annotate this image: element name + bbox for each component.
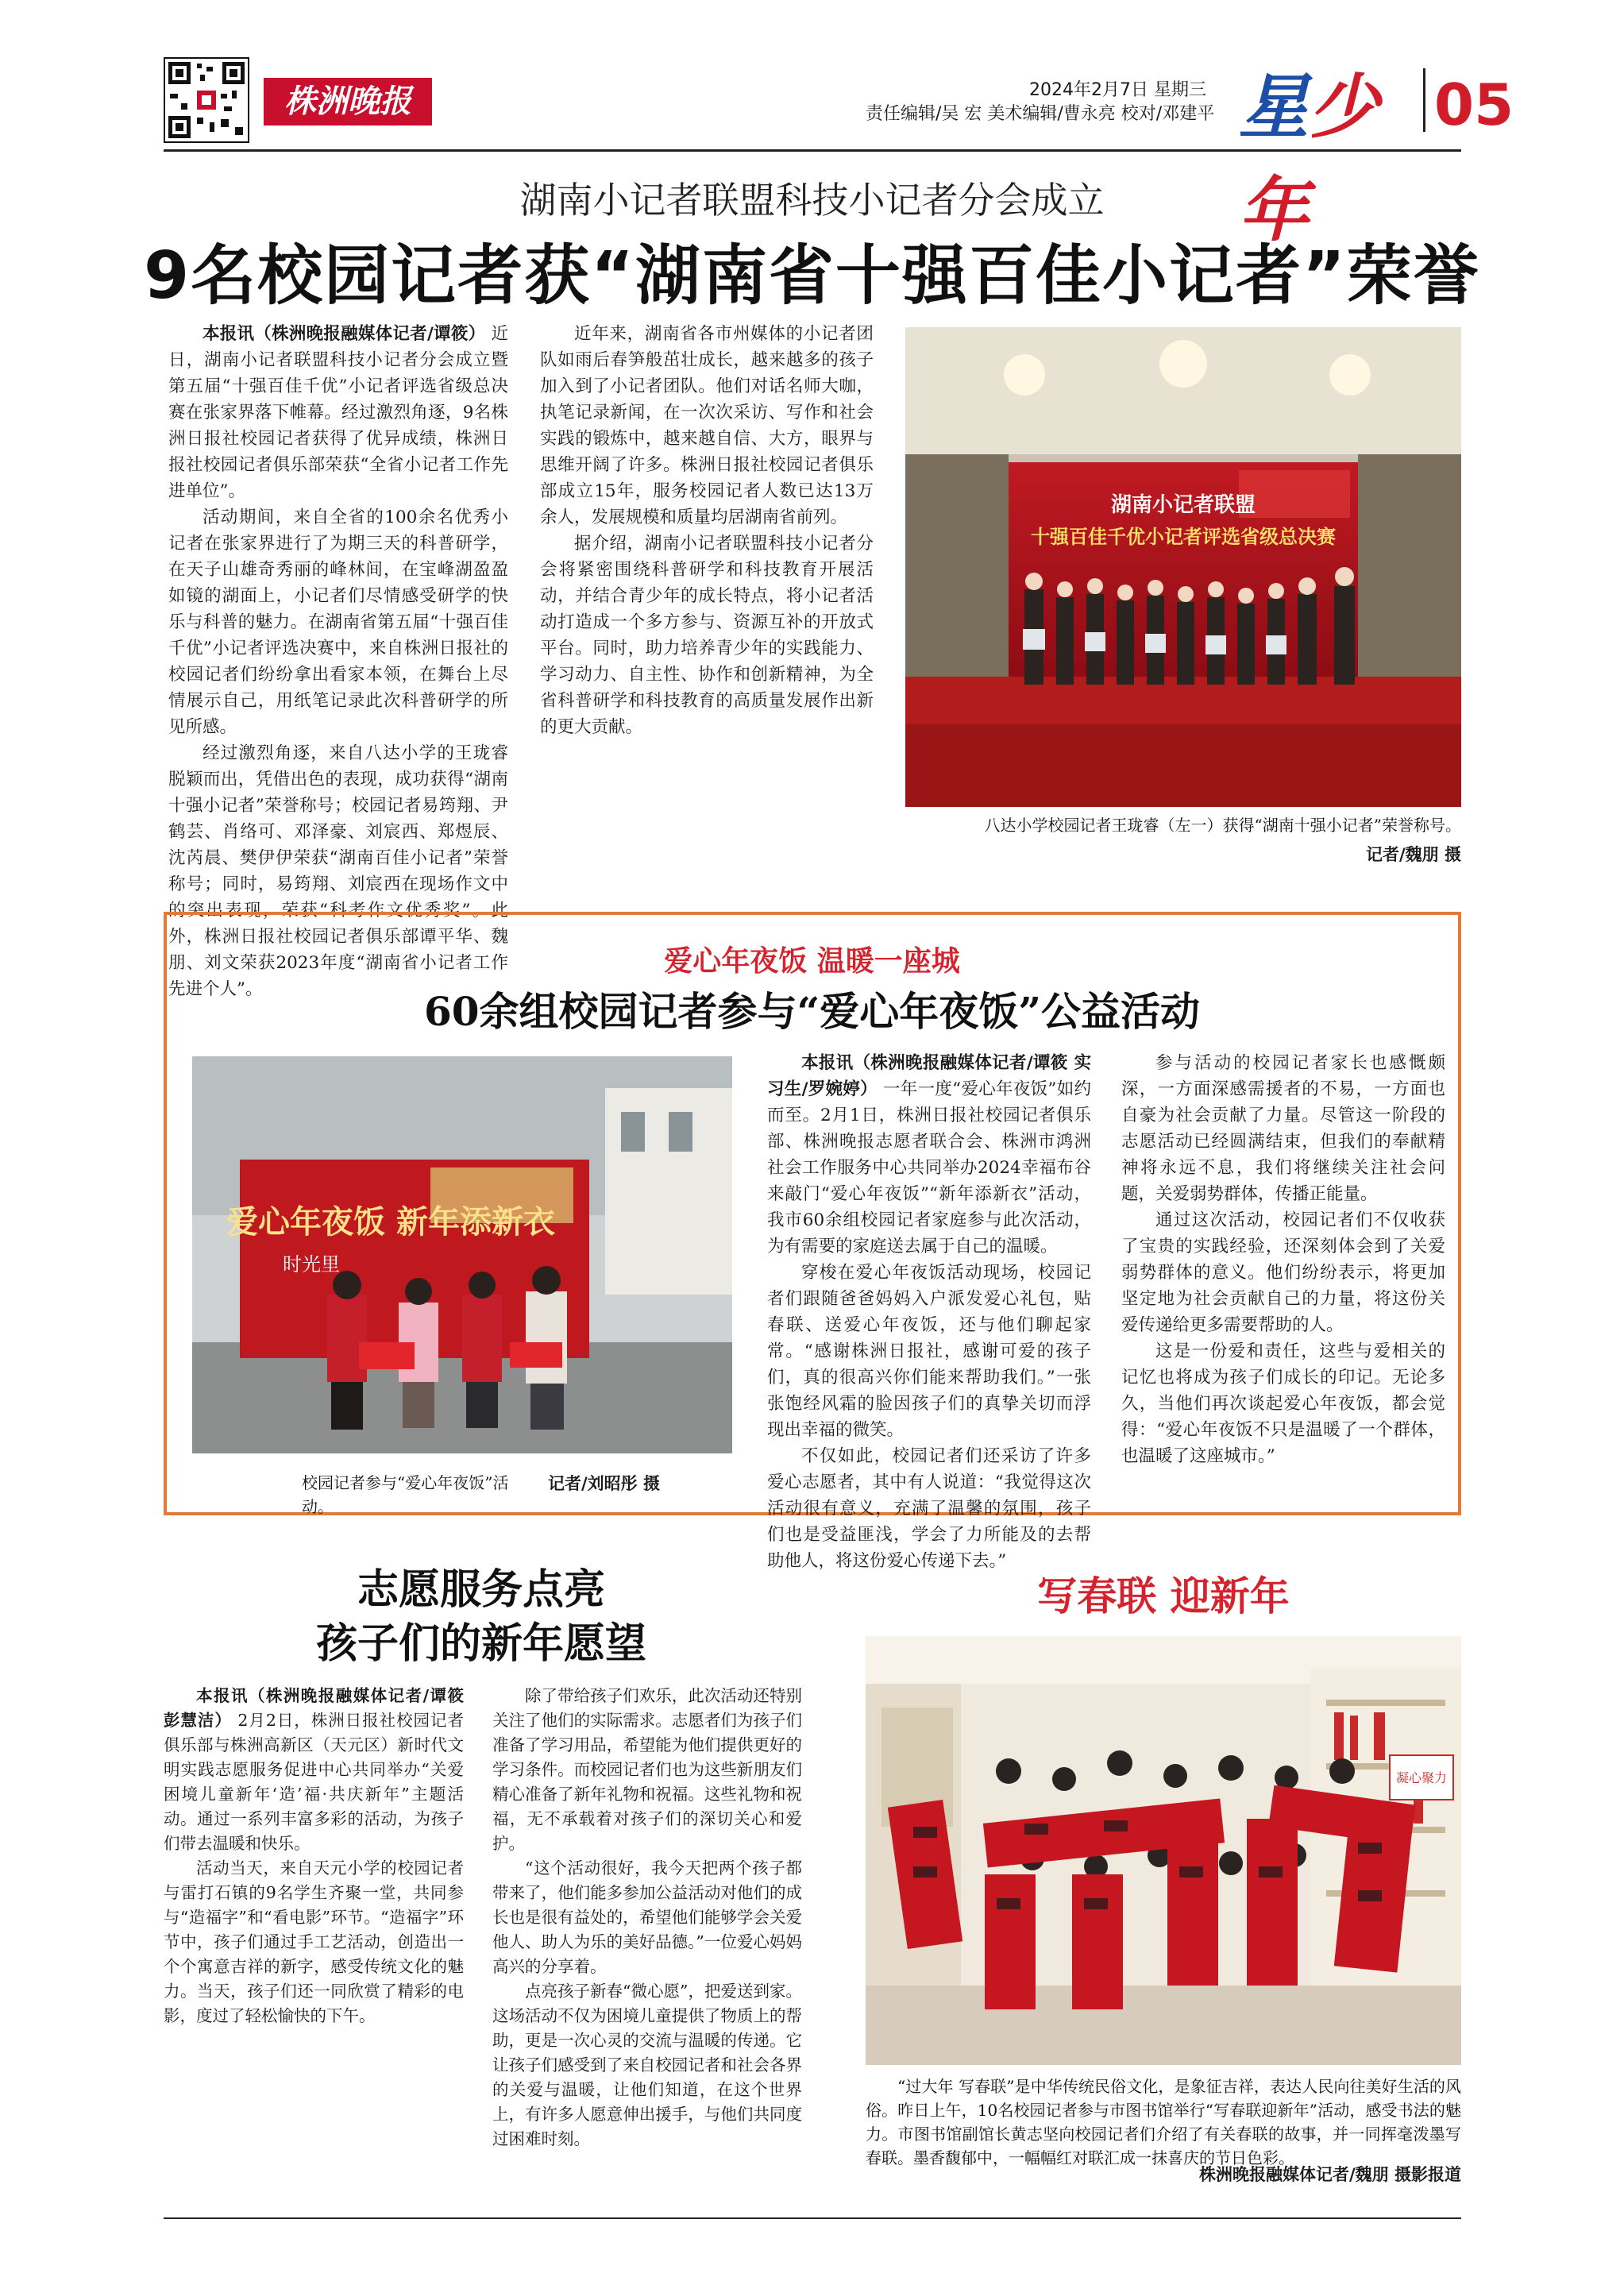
story1-column-1 xyxy=(168,321,508,999)
award-stage-photo-icon xyxy=(905,327,1461,807)
story3-headline-line2: 孩子们的新年愿望 xyxy=(315,1619,646,1668)
page-number: 05 xyxy=(1434,71,1514,138)
section-logo xyxy=(1239,56,1414,251)
story1-photo[interactable] xyxy=(905,327,1461,807)
section-logo-suffix: 少年 xyxy=(1239,66,1379,251)
photo-board-text: 爱心年夜饭 新年添新衣 xyxy=(226,1204,555,1241)
story2-column-1 xyxy=(767,1050,1091,1571)
story2-paragraph-2: 穿梭在爱心年夜饭活动现场，校园记者们跟随爸爸妈妈入户派发爱心礼包，贴春联、送爱心年夜饭，还与他们聊起家常。“感谢株洲日报社，感谢可爱的孩子们，真的很高兴你们能来帮助我们。”一张张饱经风霜的脸因孩子们的真挚关切而浮现出幸福的微笑。 xyxy=(767,1263,1091,1440)
couplet-writing-photo-icon xyxy=(866,1636,1461,2065)
story2-photo[interactable] xyxy=(192,1056,732,1453)
story1-photo-caption: 八达小学校园记者王珑睿（左一）获得“湖南十强小记者”荣誉称号。 xyxy=(984,816,1461,835)
header-rule xyxy=(164,149,1461,152)
story1-paragraph-5: 据介绍，湖南小记者联盟科技小记者分会将紧密围绕科普研学和科技教育开展活动，并结合青少年的成长特点，将小记者活动打造成一个多方参与、资源互补的开放式平台。同时，助力培养青少年的实践能力、学习动力、自主性、协作和创新精神，为全省科普研学和科技教育的高质量发展作出新的更大贡献。 xyxy=(540,534,874,737)
story2-paragraph-3: 不仅如此，校园记者们还采访了许多爱心志愿者，其中有人说道：“我觉得这次活动很有意义，充满了温馨的氛围，孩子们也是受益匪浅，学会了力所能及的去帮助他人，将这份爱心传递下去。” xyxy=(767,1446,1091,1571)
story2-column-2 xyxy=(1121,1050,1445,1503)
story1-kicker: 湖南小记者联盟科技小记者分会成立 xyxy=(519,179,1105,222)
story1-column-2 xyxy=(540,321,874,909)
story2-paragraph-6: 这是一份爱和责任，这些与爱相关的记忆也将成为孩子们成长的印记。无论多久，当他们再次谈起爱心年夜饭，都会觉得：“爱心年夜饭不只是温暖了一个群体，也温暖了这座城市。” xyxy=(1121,1341,1445,1466)
story3-source: 本报讯（株洲晚报融媒体记者/谭筱 彭慧洁） xyxy=(164,1686,464,1730)
story1-photo-credit: 记者/魏朋 摄 xyxy=(1366,845,1461,864)
story2-kicker: 爱心年夜饭 温暖一座城 xyxy=(664,945,960,978)
story2-source: 本报讯（株洲晚报融媒体记者/谭筱 实习生/罗婉婷） xyxy=(767,1053,1091,1099)
photo-board-sub: 时光里 xyxy=(283,1253,340,1276)
issue-date: 2024年2月7日 星期三 xyxy=(1029,80,1206,100)
story3-column-2 xyxy=(492,1684,802,2192)
story1-source: 本报讯（株洲晚报融媒体记者/谭筱） xyxy=(203,324,486,344)
story1-paragraph-4: 近年来，湖南省各市州媒体的小记者团队如雨后春笋般茁壮成长，越来越多的孩子加入到了小记者团队。他们对话名师大咖，执笔记录新闻，在一次次采访、写作和社会实践的锻炼中，越来越自信、大方，眼界与思维开阔了许多。株洲日报社校园记者俱乐部成立15年，服务校园记者人数已达13万余人，发展规模和质量均居湖南省前列。 xyxy=(540,324,874,527)
story4-photo[interactable] xyxy=(866,1636,1461,2065)
story1-paragraph-3: 经过激烈角逐，来自八达小学的王珑睿脱颖而出，凭借出色的表现，成功获得“湖南十强小记者”荣誉称号；校园记者易筠翔、尹鹤芸、肖络可、邓泽豪、刘宸西、郑煜辰、沈芮晨、樊伊伊荣获“湖南百佳小记者”荣誉称号；同时，易筠翔、刘宸西在现场作文中的突出表现，荣获“科考作文优秀奖”。此外，株洲日报社校园记者俱乐部谭平华、魏朋、刘文荣获2023年度“湖南省小记者工作先进个人”。 xyxy=(168,743,508,999)
story1-paragraph-2: 活动期间，来自全省的100余名优秀小记者在张家界进行了为期三天的科普研学，在天子山雄奇秀丽的峰林间，在宝峰湖盈盈如镜的湖面上，小记者们尽情感受研学的快乐与科普的魅力。在湖南省第五届“十强百佳千优”小记者评选决赛中，来自株洲日报社的校园记者们纷纷拿出看家本领，在舞台上尽情展示自己，用纸笔记录此次科普研学的所见所感。 xyxy=(168,508,508,737)
qr-code[interactable] xyxy=(164,57,249,143)
story2-paragraph-4: 参与活动的校园记者家长也感慨颇深，一方面深感需援者的不易，一方面也自豪为社会贡献了力量。尽管这一阶段的志愿活动已经圆满结束，但我们的奉献精神将永远不息，我们将继续关注社会问题，关爱弱势群体，传播正能量。 xyxy=(1121,1053,1445,1204)
story3-paragraph-4: “这个活动很好，我今天把两个孩子都带来了，他们能多参加公益活动对他们的成长也是很有益处的，希望他们能够学会关爱他人、助人为乐的美好品德。”一位爱心妈妈高兴的分享着。 xyxy=(492,1858,802,1976)
story4-photo-caption: “过大年 写春联”是中华传统民俗文化，是象征吉祥，表达人民向往美好生活的风俗。昨日上午，10名校园记者参与市图书馆举行“写春联迎新年”活动，感受书法的魅力。市图书馆副馆长黄志坚向校园记者们介绍了有关春联的故事，并一同挥毫泼墨写春联。墨香馥郁中，一幅幅红对联汇成一抹喜庆的节日色彩。 xyxy=(866,2077,1461,2167)
footer-rule xyxy=(164,2217,1461,2219)
photo-banner-line1: 湖南小记者联盟 xyxy=(1110,493,1256,517)
story2-headline: 60余组校园记者参与“爱心年夜饭”公益活动 xyxy=(423,988,1201,1035)
story2-paragraph-1: 一年一度“爱心年夜饭”如约而至。2月1日，株洲日报社校园记者俱乐部、株洲晚报志愿者联合会、株洲市鸿洲社会工作服务中心共同举办2024幸福布谷来敲门“爱心年夜饭”“新年添新衣”活动，我市60余组校园记者家庭参与此次活动，为有需要的家庭送去属于自己的温暖。 xyxy=(767,1079,1091,1256)
story3-paragraph-3: 除了带给孩子们欢乐，此次活动还特别关注了他们的实际需求。志愿者们为孩子们准备了学习用品，希望能为他们提供更好的学习条件。而校园记者们也为这些新朋友们精心准备了新年礼物和祝福。这些礼物和祝福，无不承载着对孩子们的深切关心和爱护。 xyxy=(492,1686,802,1853)
story3-headline-line1: 志愿服务点亮 xyxy=(357,1565,605,1614)
story4-headline: 写春联 迎新年 xyxy=(1037,1573,1290,1619)
section-logo-prefix: 星 xyxy=(1239,66,1310,148)
story3-paragraph-1: 2月2日，株洲日报社校园记者俱乐部与株洲高新区（天元区）新时代文明实践志愿服务促进中心共同举办“关爱困境儿童新年‘造’福·共庆新年”主题活动。通过一系列丰富多彩的活动，为孩子们带去温暖和快乐。 xyxy=(164,1711,464,1853)
story1-paragraph-1: 近日，湖南小记者联盟科技小记者分会成立暨第五届“十强百佳千优”小记者评选省级总决赛在张家界落下帷幕。经过激烈角逐，9名株洲日报社校园记者获得了优异成绩，株洲日报社校园记者俱乐部荣获“全省小记者工作先进单位”。 xyxy=(168,324,508,501)
charity-dinner-photo-icon xyxy=(192,1056,732,1453)
header-divider xyxy=(1423,68,1425,132)
story2-paragraph-5: 通过这次活动，校园记者们不仅收获了宝贵的实践经验，还深刻体会到了关爱弱势群体的意义。他们纷纷表示，将更加坚定地为社会贡献自己的力量，将这份关爱传递给更多需要帮助的人。 xyxy=(1121,1210,1445,1335)
story1-headline: 9名校园记者获“湖南省十强百佳小记者”荣誉 xyxy=(144,238,1480,314)
qr-code-icon xyxy=(165,59,248,141)
newspaper-logo: 株洲晚报 xyxy=(264,78,432,125)
story2-photo-credit: 记者/刘昭彤 摄 xyxy=(548,1474,660,1493)
story3-paragraph-5: 点亮孩子新春“微心愿”，把爱送到家。这场活动不仅为困境儿童提供了物质上的帮助，更是一次心灵的交流与温暖的传递。它让孩子们感受到了来自校园记者和社会各界的关爱与温暖，让他们知道，在这个世界上，有许多人愿意伸出援手，与他们共同度过困难时刻。 xyxy=(492,1982,802,2148)
editor-credits: 责任编辑/吴 宏 美术编辑/曹永亮 校对/邓建平 xyxy=(866,104,1215,124)
story3-paragraph-2: 活动当天，来自天元小学的校园记者与雷打石镇的9名学生齐聚一堂，共同参与“造福字”和“看电影”环节。“造福字”环节中，孩子们通过手工艺活动，创造出一个个寓意吉祥的新字，感受传统文化的魅力。当天，孩子们还一同欣赏了精彩的电影，度过了轻松愉快的下午。 xyxy=(164,1858,464,2025)
story3-column-1 xyxy=(164,1684,464,2192)
photo-banner-line2: 十强百佳千优小记者评选省级总决赛 xyxy=(1031,526,1336,548)
story4-photo-credit: 株洲晚报融媒体记者/魏朋 摄影报道 xyxy=(1199,2165,1461,2184)
story2-photo-caption: 校园记者参与“爱心年夜饭”活动。 xyxy=(302,1473,509,1516)
photo-sign-text: 凝心聚力 xyxy=(1395,1770,1448,1785)
